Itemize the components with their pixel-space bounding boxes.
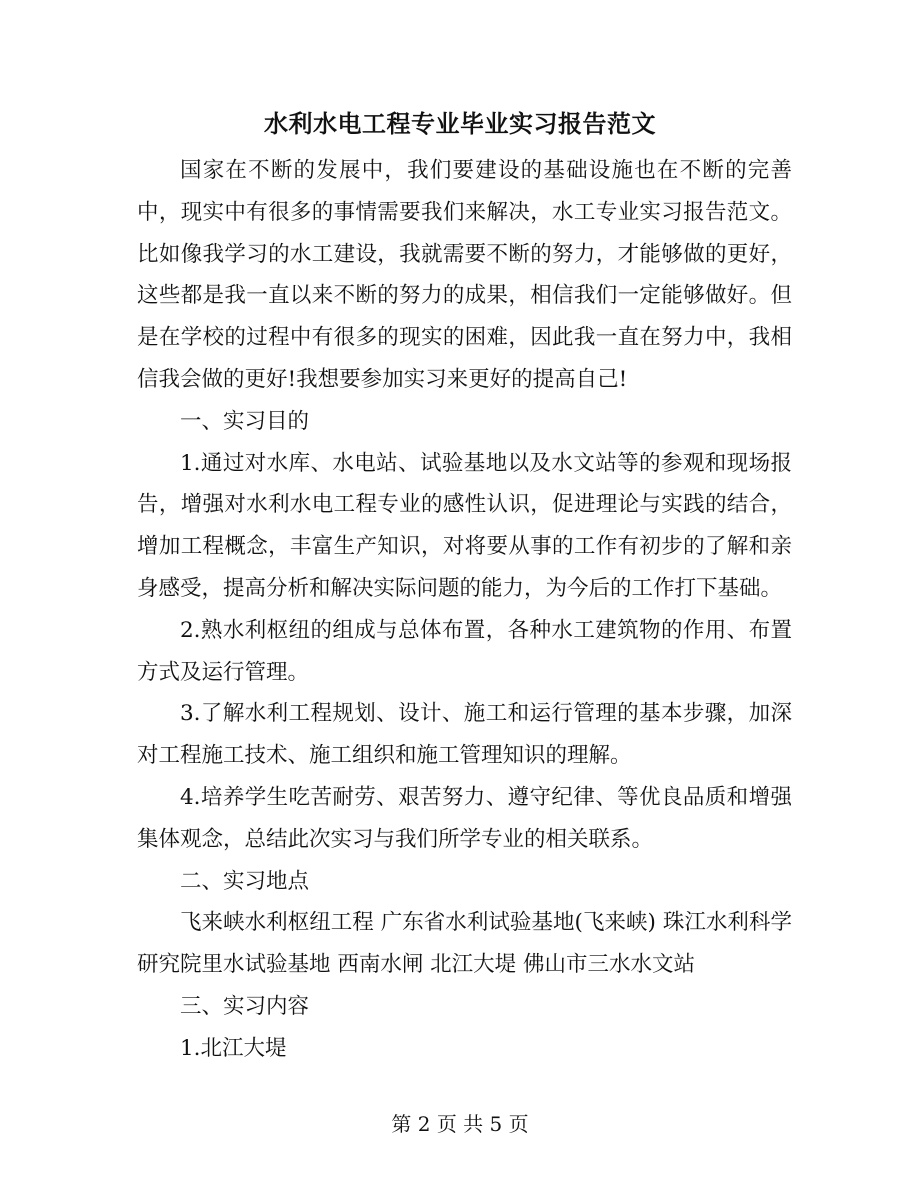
section-heading-purpose: 一、实习目的: [180, 408, 310, 434]
document-body: [137, 150, 792, 1070]
intro-paragraph: 国家在不断的发展中，我们要建设的基础设施也在不断的完善中，现实中有很多的事情需要我们来解决，水工专业实习报告范文。比如像我学习的水工建设，我就需要不断的努力，才能够做的更好，这些都是我一直以来不断的努力的成果，相信我们一定能够做好。但是在学校的过程中有很多的现实的困难，因此我一直在努力中，我相信我会做的更好!我想要参加实习来更好的提高自己!: [137, 158, 792, 392]
purpose-item-2: 2.熟水利枢纽的组成与总体布置，各种水工建筑物的作用、布置方式及运行管理。: [137, 617, 792, 685]
purpose-item-3: 3.了解水利工程规划、设计、施工和运行管理的基本步骤，加深对工程施工技术、施工组织和施工管理知识的理解。: [137, 701, 792, 769]
purpose-item-4: 4.培养学生吃苦耐劳、艰苦努力、遵守纪律、等优良品质和增强集体观念，总结此次实习与我们所学专业的相关联系。: [137, 784, 792, 852]
page-number-footer: 第 2 页 共 5 页: [391, 1112, 529, 1136]
document-title: 水利水电工程专业毕业实习报告范文: [264, 109, 656, 138]
section-heading-location: 二、实习地点: [180, 868, 310, 894]
section-heading-content: 三、实习内容: [180, 993, 310, 1019]
content-item-1: 1.北江大堤: [180, 1035, 287, 1061]
location-paragraph: 飞来峡水利枢纽工程 广东省水利试验基地(飞来峡) 珠江水利科学研究院里水试验基地 西南水闸 北江大堤 佛山市三水水文站: [137, 910, 792, 978]
purpose-item-1: 1.通过对水库、水电站、试验基地以及水文站等的参观和现场报告，增强对水利水电工程专业的感性认识，促进理论与实践的结合，增加工程概念，丰富生产知识，对将要从事的工作有初步的了解和亲身感受，提高分析和解决实际问题的能力，为今后的工作打下基础。: [137, 450, 792, 601]
